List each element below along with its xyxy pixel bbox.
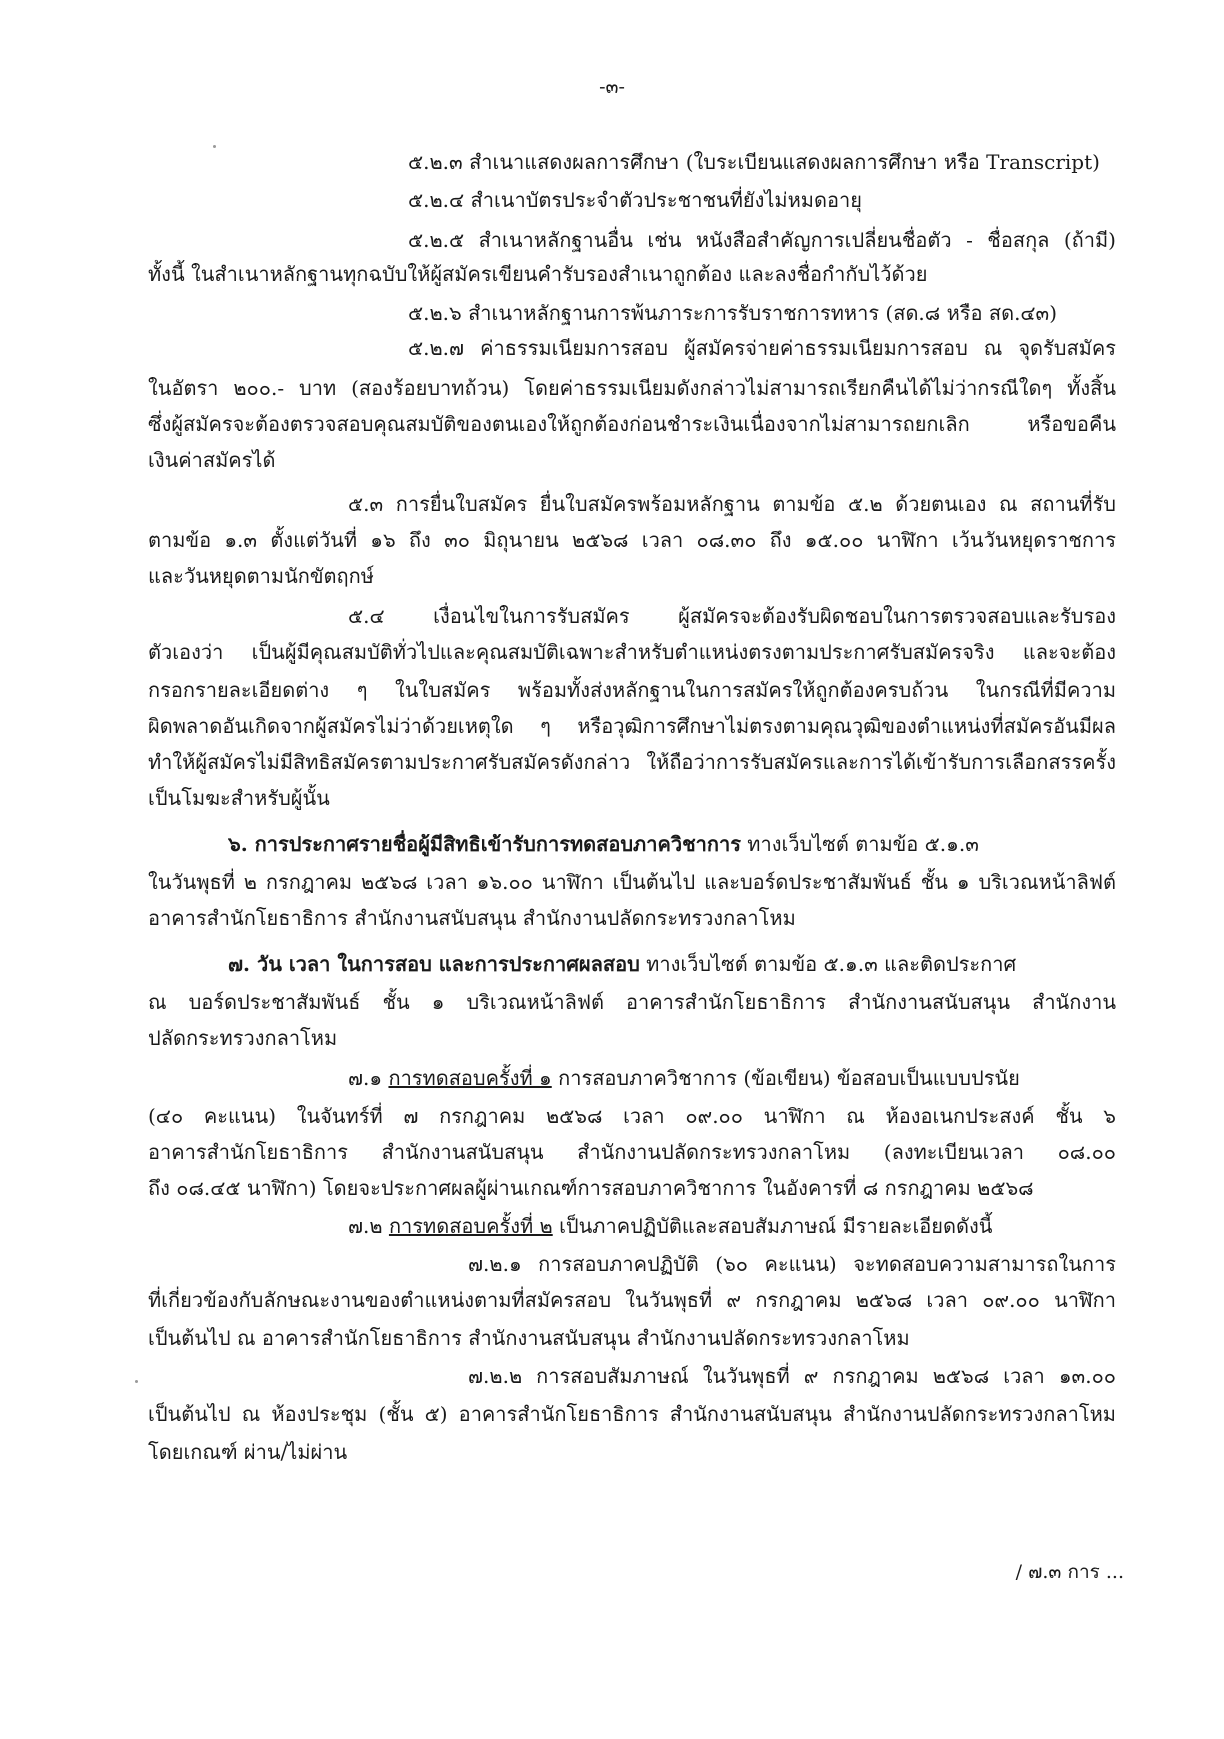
- section-7-1-number: ๗.๑: [348, 1066, 389, 1090]
- scan-speck: [213, 145, 216, 148]
- continuation-note: / ๗.๓ การ ...: [1015, 1561, 1124, 1583]
- doc-line: ๗.๒.๒ การสอบสัมภาษณ์ ในวันพุธที่ ๙ กรกฎาคม ๒๕๖๘ เวลา ๑๓.๐๐: [468, 1364, 1116, 1388]
- section-7-1-line: [348, 1062, 1116, 1094]
- doc-line: ถึง ๐๘.๔๕ นาฬิกา) โดยจะประกาศผลผู้ผ่านเกณฑ์การสอบภาควิชาการ ในอังคารที่ ๘ กรกฎาคม ๒๕๖๘: [148, 1176, 1034, 1200]
- doc-line: ปลัดกระทรวงกลาโหม: [148, 1026, 338, 1050]
- doc-line: อาคารสำนักโยธาธิการ สำนักงานสนับสนุน สำนักงานปลัดกระทรวงกลาโหม: [148, 906, 796, 930]
- section-7-2-rest: เป็นภาคปฏิบัติและสอบสัมภาษณ์ มีรายละเอียดดังนี้: [552, 1214, 993, 1238]
- doc-line: (๔๐ คะแนน) ในจันทร์ที่ ๗ กรกฎาคม ๒๕๖๘ เวลา ๐๙.๐๐ นาฬิกา ณ ห้องอเนกประสงค์ ชั้น ๖: [148, 1104, 1116, 1128]
- doc-line: ทำให้ผู้สมัครไม่มีสิทธิสมัครตามประกาศรับสมัครดังกล่าว ให้ถือว่าการรับสมัครและการได้เข้ารับการเลือกสรรครั้ง: [148, 750, 1116, 774]
- doc-line: ทั้งนี้ ในสำเนาหลักฐานทุกฉบับให้ผู้สมัครเขียนคำรับรองสำเนาถูกต้อง และลงชื่อกำกับไว้ด้วย: [148, 262, 928, 286]
- doc-line: ผิดพลาดอันเกิดจากผู้สมัครไม่ว่าด้วยเหตุใด ๆ หรือวุฒิการศึกษาไม่ตรงตามคุณวุฒิของตำแหน่งที่สมัครอันมีผล: [148, 714, 1116, 738]
- section-7-heading-line: [228, 948, 1116, 980]
- section-7-2-line: [348, 1210, 1116, 1242]
- doc-line: เป็นโมฆะสำหรับผู้นั้น: [148, 786, 330, 810]
- doc-line: ตัวเองว่า เป็นผู้มีคุณสมบัติทั่วไปและคุณสมบัติเฉพาะสำหรับตำแหน่งตรงตามประกาศรับสมัครจริง และจะต้อง: [148, 640, 1116, 664]
- doc-line: ๕.๒.๗ ค่าธรรมเนียมการสอบ ผู้สมัครจ่ายค่าธรรมเนียมการสอบ ณ จุดรับสมัคร: [408, 336, 1116, 360]
- doc-line: ๕.๒.๕ สำเนาหลักฐานอื่น เช่น หนังสือสำคัญการเปลี่ยนชื่อตัว - ชื่อสกุล (ถ้ามี): [408, 228, 1116, 252]
- doc-line: ๕.๒.๔ สำเนาบัตรประจำตัวประชาชนที่ยังไม่หมดอายุ: [408, 188, 862, 212]
- doc-line: เป็นต้นไป ณ ห้องประชุม (ชั้น ๕) อาคารสำนักโยธาธิการ สำนักงานสนับสนุน สำนักงานปลัดกระทรวงกลาโหม: [148, 1402, 1116, 1426]
- section-7-2-title: การทดสอบครั้งที่ ๒: [388, 1214, 553, 1238]
- doc-line: ๕.๔ เงื่อนไขในการรับสมัคร ผู้สมัครจะต้องรับผิดชอบในการตรวจสอบและรับรอง: [348, 604, 1116, 628]
- doc-line: ซึ่งผู้สมัครจะต้องตรวจสอบคุณสมบัติของตนเองให้ถูกต้องก่อนชำระเงินเนื่องจากไม่สามารถยกเลิก หรือขอคืน: [148, 412, 1116, 436]
- doc-line: และวันหยุดตามนักขัตฤกษ์: [148, 564, 374, 588]
- section-6-heading-line: [228, 828, 1116, 860]
- doc-line: ณ บอร์ดประชาสัมพันธ์ ชั้น ๑ บริเวณหน้าลิฟต์ อาคารสำนักโยธาธิการ สำนักงานสนับสนุน สำนักงาน: [148, 990, 1116, 1014]
- page-number: -๓-: [599, 76, 625, 98]
- doc-line: ในอัตรา ๒๐๐.- บาท (สองร้อยบาทถ้วน) โดยค่าธรรมเนียมดังกล่าวไม่สามารถเรียกคืนได้ไม่ว่ากรณีใดๆ ทั้งสิ้น: [148, 376, 1116, 400]
- section-7-1-rest: การสอบภาควิชาการ (ข้อเขียน) ข้อสอบเป็นแบบปรนัย: [551, 1066, 1020, 1090]
- section-7-heading: ๗. วัน เวลา ในการสอบ และการประกาศผลสอบ: [228, 952, 640, 976]
- section-7-1-title: การทดสอบครั้งที่ ๑: [388, 1066, 552, 1090]
- doc-line: เป็นต้นไป ณ อาคารสำนักโยธาธิการ สำนักงานสนับสนุน สำนักงานปลัดกระทรวงกลาโหม: [148, 1326, 910, 1350]
- doc-line: ๗.๒.๑ การสอบภาคปฏิบัติ (๖๐ คะแนน) จะทดสอบความสามารถในการ: [468, 1252, 1116, 1276]
- section-6-heading-rest: ทางเว็บไซต์ ตามข้อ ๕.๑.๓: [740, 832, 979, 856]
- doc-line: ๕.๒.๖ สำเนาหลักฐานการพ้นภาระการรับราชการทหาร (สด.๘ หรือ สด.๔๓): [408, 301, 1058, 325]
- section-7-heading-rest: ทางเว็บไซต์ ตามข้อ ๕.๑.๓ และติดประกาศ: [639, 952, 1017, 976]
- doc-line: ตามข้อ ๑.๓ ตั้งแต่วันที่ ๑๖ ถึง ๓๐ มิถุนายน ๒๕๖๘ เวลา ๐๘.๓๐ ถึง ๑๕.๐๐ นาฬิกา เว้นวันหยุดราชการ: [148, 528, 1116, 552]
- doc-line: ในวันพุธที่ ๒ กรกฎาคม ๒๕๖๘ เวลา ๑๖.๐๐ นาฬิกา เป็นต้นไป และบอร์ดประชาสัมพันธ์ ชั้น ๑ บริเวณหน้าลิฟต์: [148, 870, 1116, 894]
- doc-line: โดยเกณฑ์ ผ่าน/ไม่ผ่าน: [148, 1440, 348, 1464]
- section-6-heading: ๖. การประกาศรายชื่อผู้มีสิทธิเข้ารับการทดสอบภาควิชาการ: [228, 832, 741, 856]
- doc-line: เงินค่าสมัครได้: [148, 448, 276, 472]
- doc-line: กรอกรายละเอียดต่าง ๆ ในใบสมัคร พร้อมทั้งส่งหลักฐานในการสมัครให้ถูกต้องครบถ้วน ในกรณีที่มีความ: [148, 678, 1116, 702]
- scan-speck: [135, 1380, 138, 1383]
- doc-line: ๕.๒.๓ สำเนาแสดงผลการศึกษา (ใบระเบียนแสดงผลการศึกษา หรือ Transcript): [408, 150, 1100, 174]
- section-7-2-number: ๗.๒: [348, 1214, 389, 1238]
- doc-line: ที่เกี่ยวข้องกับลักษณะงานของตำแหน่งตามที่สมัครสอบ ในวันพุธที่ ๙ กรกฎาคม ๒๕๖๘ เวลา ๐๙.๐๐ นาฬิกา: [148, 1288, 1116, 1312]
- doc-line: ๕.๓ การยื่นใบสมัคร ยื่นใบสมัครพร้อมหลักฐาน ตามข้อ ๕.๒ ด้วยตนเอง ณ สถานที่รับ: [348, 492, 1116, 516]
- doc-line: อาคารสำนักโยธาธิการ สำนักงานสนับสนุน สำนักงานปลัดกระทรวงกลาโหม (ลงทะเบียนเวลา ๐๘.๐๐: [148, 1140, 1116, 1164]
